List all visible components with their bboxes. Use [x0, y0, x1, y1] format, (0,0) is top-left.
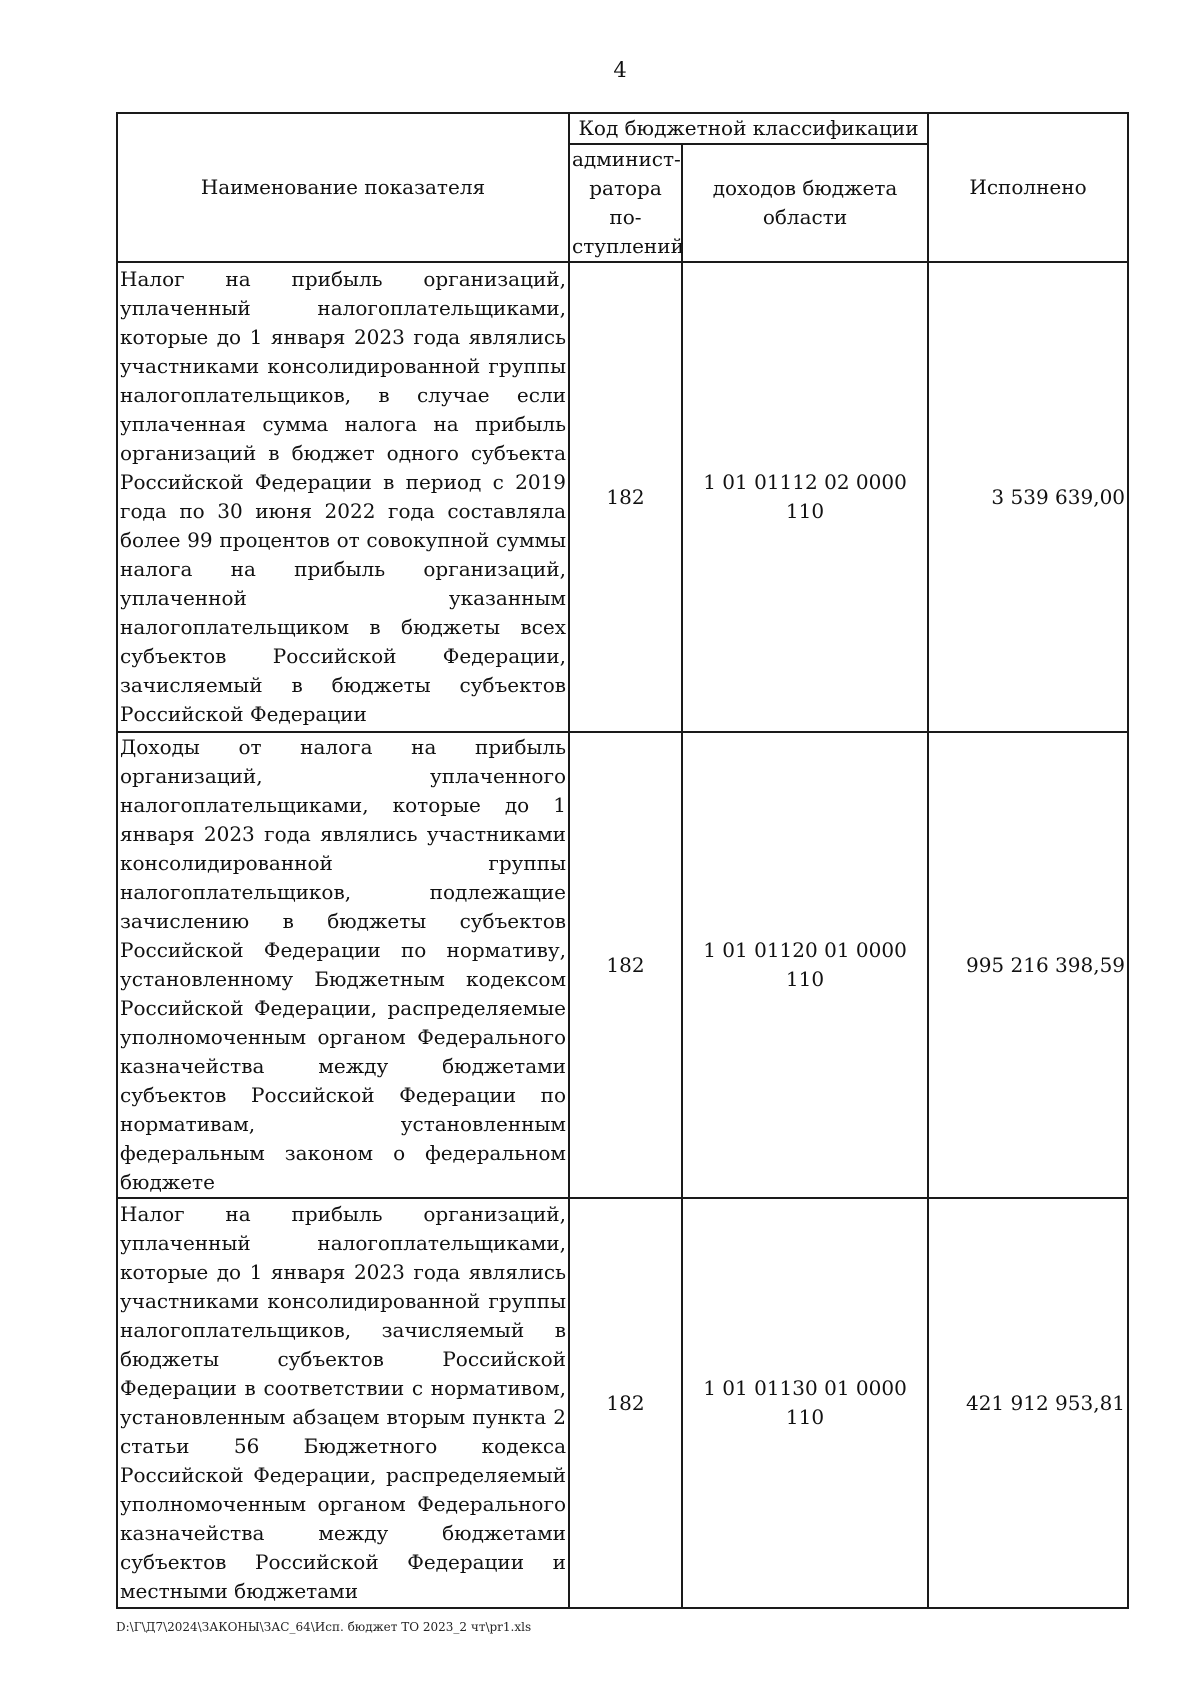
- executed-amount: 995 216 398,59: [928, 732, 1128, 1198]
- admin-code: 182: [569, 262, 682, 732]
- indicator-name: Доходы от налога на прибыль организаций, уплаченного налогоплательщиками, которые до 1 января 2023 года являлись участниками консолидированной группы налогоплательщиков, подлежащие зачислению в бюджеты субъектов Российской Федерации по нормативу, установленному Бюджетным кодексом Российской Федерации, распределяемые уполномоченным органом Федерального казначейства между бюджетами субъектов Российской Федерации по нормативам, установленным федеральным законом о федеральном бюджете: [117, 732, 569, 1198]
- header-revenue: доходов бюджета области: [682, 144, 928, 262]
- table-row: [117, 1198, 1128, 1608]
- admin-code: 182: [569, 1198, 682, 1608]
- header-classification: Код бюджетной классификации: [569, 113, 928, 144]
- admin-code: 182: [569, 732, 682, 1198]
- budget-table: [116, 112, 1129, 1609]
- executed-amount: 421 912 953,81: [928, 1198, 1128, 1608]
- table-row: [117, 732, 1128, 1198]
- page-number: 4: [613, 58, 627, 82]
- revenue-code: 1 01 01120 01 0000 110: [682, 732, 928, 1198]
- indicator-name: Налог на прибыль организаций, уплаченный налогоплательщиками, которые до 1 января 2023 года являлись участниками консолидированной группы налогоплательщиков, в случае если уплаченная сумма налога на прибыль организаций в бюджет одного субъекта Российской Федерации в период с 2019 года по 30 июня 2022 года составляла более 99 процентов от совокупной суммы налога на прибыль организаций, уплаченной указанным налогоплательщиком в бюджеты всех субъектов Российской Федерации, зачисляемый в бюджеты субъектов Российской Федерации: [117, 262, 569, 732]
- revenue-code: 1 01 01112 02 0000 110: [682, 262, 928, 732]
- file-path-footer: D:\Г\Д7\2024\ЗАКОНЫ\ЗАС_64\Исп. бюджет ТО 2023_2 чт\pr1.xls: [116, 1620, 532, 1634]
- header-name: Наименование показателя: [117, 113, 569, 262]
- table-header: [117, 113, 1128, 262]
- revenue-code: 1 01 01130 01 0000 110: [682, 1198, 928, 1608]
- header-administrator: админист-ратора по-ступлений: [569, 144, 682, 262]
- header-executed: Исполнено: [928, 113, 1128, 262]
- executed-amount: 3 539 639,00: [928, 262, 1128, 732]
- table-row: [117, 262, 1128, 732]
- indicator-name: Налог на прибыль организаций, уплаченный налогоплательщиками, которые до 1 января 2023 года являлись участниками консолидированной группы налогоплательщиков, зачисляемый в бюджеты субъектов Российской Федерации в соответствии с нормативом, установленным абзацем вторым пункта 2 статьи 56 Бюджетного кодекса Российской Федерации, распределяемый уполномоченным органом Федерального казначейства между бюджетами субъектов Российской Федерации и местными бюджетами: [117, 1198, 569, 1608]
